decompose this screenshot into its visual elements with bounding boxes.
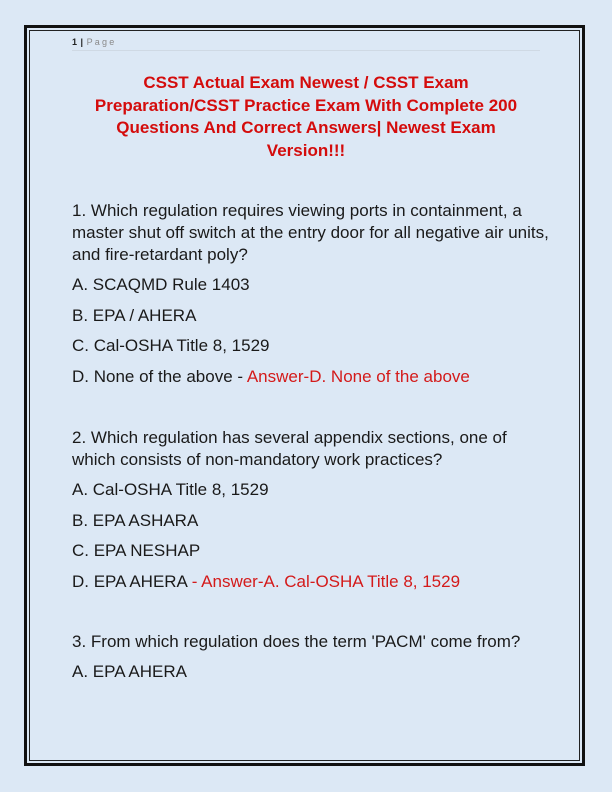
option-d-text: D. None of the above - <box>72 366 244 386</box>
page-header <box>72 36 540 51</box>
question-2 <box>72 427 552 601</box>
option-d-text: D. EPA AHERA <box>72 571 187 591</box>
option-b: B. EPA ASHARA <box>72 510 199 530</box>
page-separator: | <box>80 37 84 47</box>
title-line-3: Questions And Correct Answers| Newest Exam <box>116 118 496 137</box>
title-line-1: CSST Actual Exam Newest / CSST Exam <box>143 73 469 92</box>
title-line-2: Preparation/CSST Practice Exam With Complete 200 <box>94 95 518 115</box>
answer-text: Answer-D. None of the above <box>246 366 470 386</box>
option-d <box>72 571 552 602</box>
option-a: A. SCAQMD Rule 1403 <box>72 275 250 294</box>
option-a: A. Cal-OSHA Title 8, 1529 <box>72 480 269 499</box>
page-number: 1 <box>72 37 78 47</box>
question-text: 3. From which regulation does the term 'PACM' come from? <box>72 632 521 651</box>
title-line-4: Version!!! <box>266 140 346 160</box>
page-label: Page <box>86 37 117 47</box>
option-b: B. EPA / AHERA <box>72 305 197 325</box>
answer-text: - Answer-A. Cal-OSHA Title 8, 1529 <box>191 571 461 591</box>
option-d <box>72 366 552 397</box>
question-1 <box>72 200 552 396</box>
option-c: C. Cal-OSHA Title 8, 1529 <box>72 336 270 355</box>
option-a: A. EPA AHERA <box>72 662 187 681</box>
question-text: 2. Which regulation has several appendix sections, one of which consists of non-mandatory work practices? <box>72 428 507 469</box>
option-c: C. EPA NESHAP <box>72 541 201 560</box>
question-3 <box>72 631 552 692</box>
question-text: 1. Which regulation requires viewing ports in containment, a master shut off switch at the entry door for all negative air units, and fire-retardant poly? <box>72 201 549 264</box>
document-title <box>60 72 552 162</box>
